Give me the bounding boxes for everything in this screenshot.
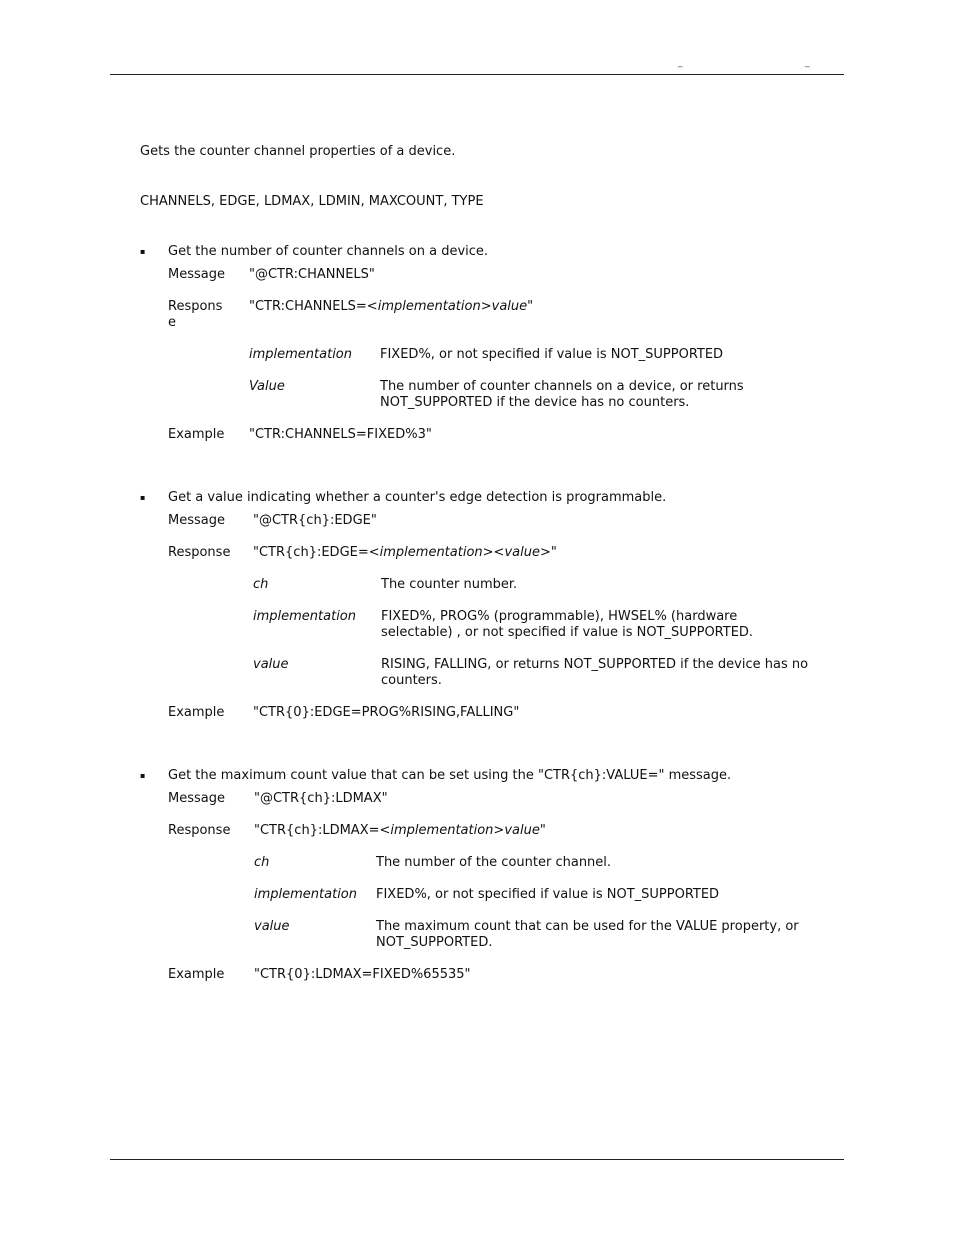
- bullet-icon: ▪: [140, 771, 146, 780]
- example-label: Example: [168, 705, 225, 720]
- param-desc: FIXED%, or not specified if value is NOT_SUPPORTED: [380, 347, 724, 362]
- response-pre: "CTR:CHANNELS=<: [249, 299, 378, 314]
- footer-rule: [110, 1159, 844, 1160]
- example-label: Example: [168, 967, 225, 982]
- response-post: ": [527, 299, 534, 314]
- param-name: ch: [253, 577, 269, 592]
- properties-list: CHANNELS, EDGE, LDMAX, LDMIN, MAXCOUNT, TYPE: [140, 194, 484, 209]
- response-pre: "CTR{ch}:EDGE=<: [253, 545, 380, 560]
- response-mid: >: [493, 823, 505, 838]
- response-label-wrap: e: [168, 315, 176, 330]
- response-post: ": [539, 823, 546, 838]
- example-label: Example: [168, 427, 225, 442]
- param-desc: RISING, FALLING, or returns NOT_SUPPORTED if the device has no counters.: [381, 657, 809, 688]
- param-name: value: [253, 657, 289, 672]
- response-val: value: [504, 823, 540, 838]
- param-desc: The counter number.: [381, 577, 518, 592]
- param-name: implementation: [253, 609, 357, 624]
- param-desc: The maximum count that can be used for the VALUE property, or NOT_SUPPORTED.: [376, 919, 799, 950]
- param-desc: The number of the counter channel.: [376, 855, 612, 870]
- bullet-icon: ▪: [140, 247, 146, 256]
- response-mid: >: [480, 299, 492, 314]
- section-title: Get the number of counter channels on a device.: [168, 244, 489, 259]
- response-impl: implementation: [379, 545, 483, 560]
- param-desc: FIXED%, PROG% (programmable), HWSEL% (hardware selectable) , or not specified if value is NOT_SUPPORTED.: [381, 609, 754, 640]
- intro-text: Gets the counter channel properties of a device.: [140, 144, 456, 159]
- param-name: ch: [254, 855, 270, 870]
- message-value: "@CTR{ch}:LDMAX": [254, 791, 388, 806]
- response-val: value: [504, 545, 540, 560]
- message-value: "@CTR{ch}:EDGE": [253, 513, 377, 528]
- response-label: Respons: [168, 299, 223, 314]
- response-pre: "CTR{ch}:LDMAX=<: [254, 823, 391, 838]
- example-value: "CTR{0}:LDMAX=FIXED%65535": [254, 967, 471, 982]
- bullet-icon: ▪: [140, 493, 146, 502]
- message-label: Message: [168, 513, 225, 528]
- response-label: Response: [168, 545, 231, 560]
- param-name: value: [254, 919, 290, 934]
- param-desc: The number of counter channels on a device, or returns NOT_SUPPORTED if the device has no counters.: [380, 379, 744, 410]
- response-mid: ><: [482, 545, 505, 560]
- response-value: [253, 545, 557, 561]
- response-val: value: [491, 299, 528, 314]
- message-value: "@CTR:CHANNELS": [249, 267, 375, 282]
- example-value: "CTR:CHANNELS=FIXED%3": [249, 427, 432, 442]
- response-post: >": [539, 545, 557, 560]
- header-mark: _: [805, 58, 810, 68]
- header-mark: _: [678, 58, 683, 68]
- param-name: Value: [249, 379, 285, 394]
- param-name: implementation: [254, 887, 358, 902]
- example-value: "CTR{0}:EDGE=PROG%RISING,FALLING": [253, 705, 520, 720]
- param-name: implementation: [249, 347, 353, 362]
- response-value: [254, 823, 546, 839]
- response-value: [249, 299, 533, 315]
- section-title: Get the maximum count value that can be set using the "CTR{ch}:VALUE=" message.: [168, 768, 732, 783]
- section-title: Get a value indicating whether a counter's edge detection is programmable.: [168, 490, 667, 505]
- header-rule: [110, 74, 844, 75]
- param-desc: FIXED%, or not specified if value is NOT_SUPPORTED: [376, 887, 720, 902]
- message-label: Message: [168, 791, 225, 806]
- message-label: Message: [168, 267, 225, 282]
- response-label: Response: [168, 823, 231, 838]
- response-impl: implementation: [390, 823, 494, 838]
- response-impl: implementation: [377, 299, 481, 314]
